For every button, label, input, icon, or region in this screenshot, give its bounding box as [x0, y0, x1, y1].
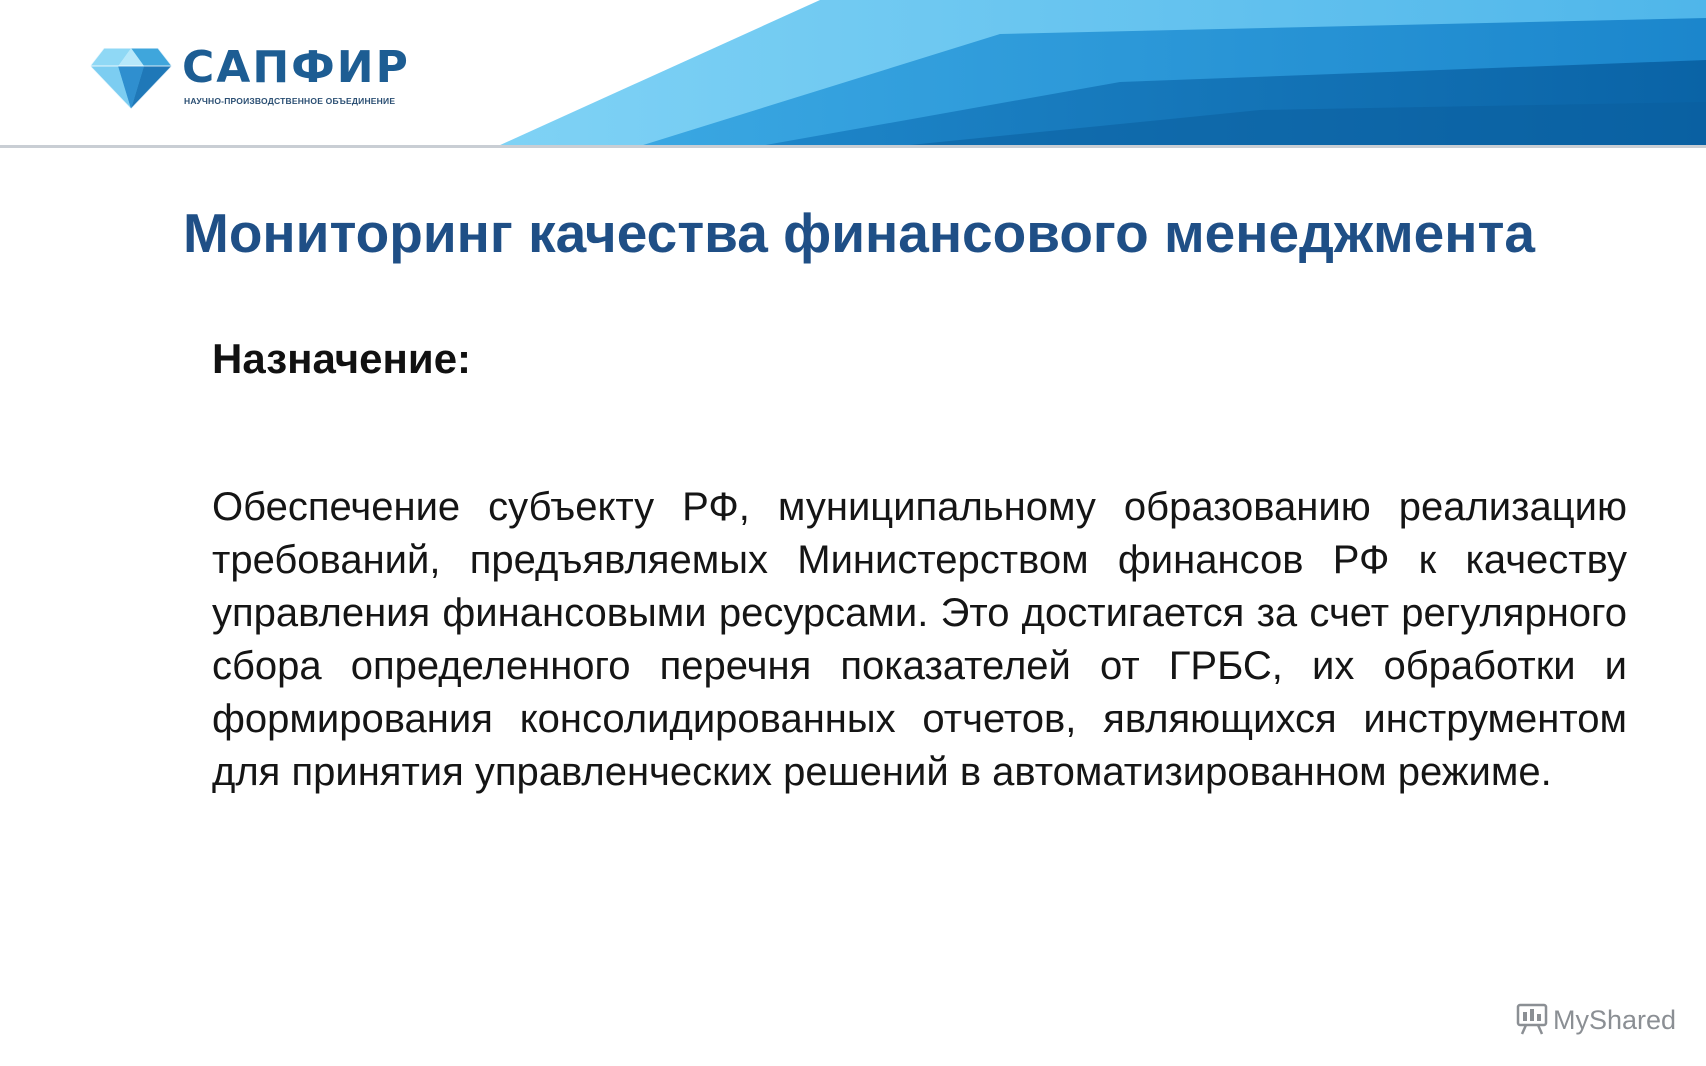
presentation-board-icon	[1515, 1003, 1549, 1035]
watermark-text: MyShared	[1553, 1005, 1677, 1035]
section-heading: Назначение:	[212, 335, 472, 382]
logo-name: САПФИР	[182, 42, 410, 93]
diamond-icon	[90, 46, 172, 110]
body-paragraph: Обеспечение субъекту РФ, муниципальному образованию реализацию требований, предъявляемых Министерством финансов РФ к качеству управления финансовыми ресурсами. Это достигается за счет регулярного сбора определенного перечня показателей от ГРБС, их обработки и формирования консолидированных отчетов, являющихся инструментом для принятия управленческих решений в автоматизированном режиме.	[212, 485, 1627, 794]
company-logo	[90, 42, 430, 114]
slide-title: Мониторинг качества финансового менеджмента	[183, 202, 1535, 264]
logo-tagline: НАУЧНО-ПРОИЗВОДСТВЕННОЕ ОБЪЕДИНЕНИЕ	[184, 96, 396, 106]
slide-header	[0, 0, 1706, 148]
header-divider	[0, 145, 1706, 148]
watermark	[1515, 1003, 1675, 1037]
